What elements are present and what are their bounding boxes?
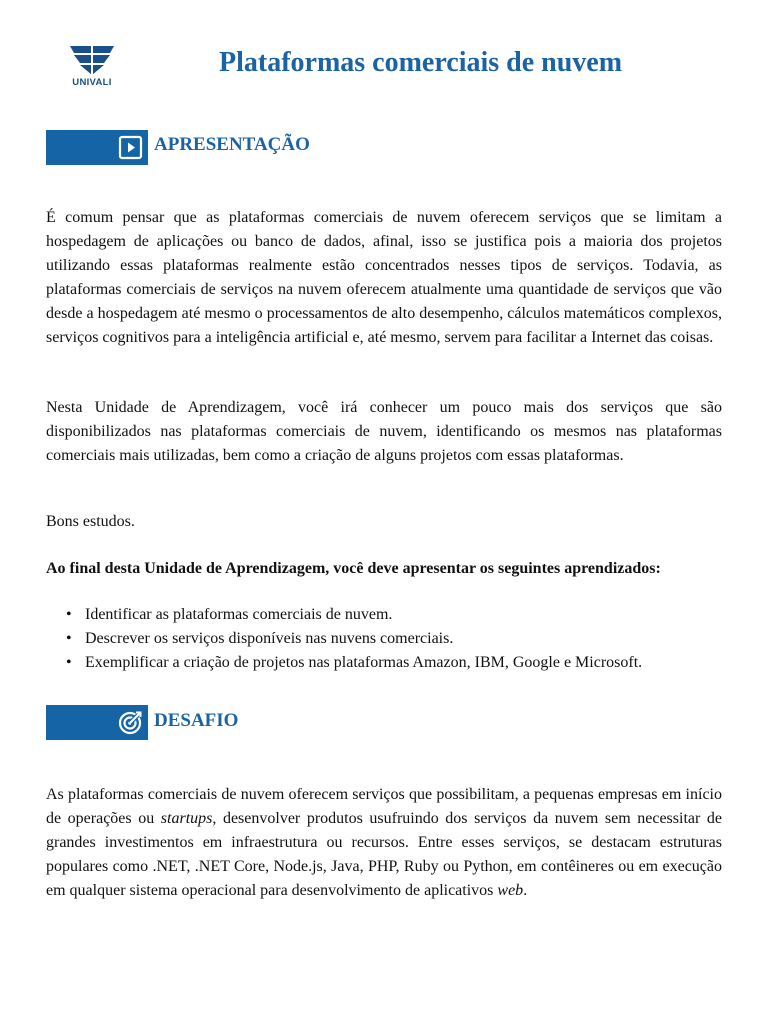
target-icon bbox=[118, 710, 143, 735]
unit-paragraph: Nesta Unidade de Aprendizagem, você irá conhecer um pouco mais dos serviços que são disponibilizados nas plataformas comerciais de nuvem, identificando os mesmos nas plataformas comerciais mais utilizadas, bem como a criação de alguns projetos com essas plataformas. bbox=[46, 399, 722, 464]
greeting-paragraph: Bons estudos. bbox=[46, 513, 135, 530]
web-term: web bbox=[497, 882, 524, 899]
challenge-text-part: , desenvolver produtos usufruindo dos serviços da nuvem sem necessitar de grandes investimentos em infraestrutura ou recursos. Entre esses serviços, se destacam estruturas populares como .NET, .NET Core, Node.js, Java, PHP, Ruby ou Python, em contêineres ou em execução em qualquer sistema operacional para desenvolvimento de aplicativos bbox=[46, 810, 723, 899]
startups-term: startups bbox=[160, 810, 213, 827]
univali-logo bbox=[64, 44, 120, 90]
section-bar-apresentacao bbox=[46, 130, 148, 165]
univali-logo-mark bbox=[64, 44, 120, 76]
section-bar-desafio bbox=[46, 705, 148, 740]
challenge-text-part: As plataformas comerciais de nuvem oferecem serviços que possibilitam, a pequenas empresas em início de operações ou bbox=[46, 786, 722, 827]
list-item: • Descrever os serviços disponíveis nas nuvens comerciais. bbox=[46, 627, 722, 651]
logo-text: UNIVALI bbox=[72, 77, 112, 88]
section-title-desafio: DESAFIO bbox=[154, 710, 239, 731]
challenge-text-part: . bbox=[523, 882, 528, 899]
section-title-apresentacao: APRESENTAÇÃO bbox=[154, 134, 310, 155]
challenge-paragraph bbox=[46, 783, 722, 903]
learning-outcomes-title: Ao final desta Unidade de Aprendizagem, você deve apresentar os seguintes aprendizados: bbox=[46, 560, 661, 577]
page-title: Plataformas comerciais de nuvem bbox=[219, 47, 623, 78]
play-icon bbox=[118, 135, 143, 160]
learning-outcomes-list bbox=[46, 603, 722, 675]
list-item: • Identificar as plataformas comerciais de nuvem. bbox=[46, 603, 722, 627]
list-item: • Exemplificar a criação de projetos nas plataformas Amazon, IBM, Google e Microsoft. bbox=[46, 651, 722, 675]
intro-paragraph: É comum pensar que as plataformas comerciais de nuvem oferecem serviços que se limitam a hospedagem de aplicações ou banco de dados, afinal, isso se justifica pois a maioria dos projetos utilizando essas plataformas realmente estão concentrados nesses tipos de serviços. Todavia, as plataformas comerciais de serviços na nuvem oferecem atualmente uma quantidade de serviços que vão desde a hospedagem até mesmo o processamentos de alto desempenho, cálculos matemáticos complexos, serviços cognitivos para a inteligência artificial e, até mesmo, servem para facilitar a Internet das coisas. bbox=[46, 209, 722, 346]
